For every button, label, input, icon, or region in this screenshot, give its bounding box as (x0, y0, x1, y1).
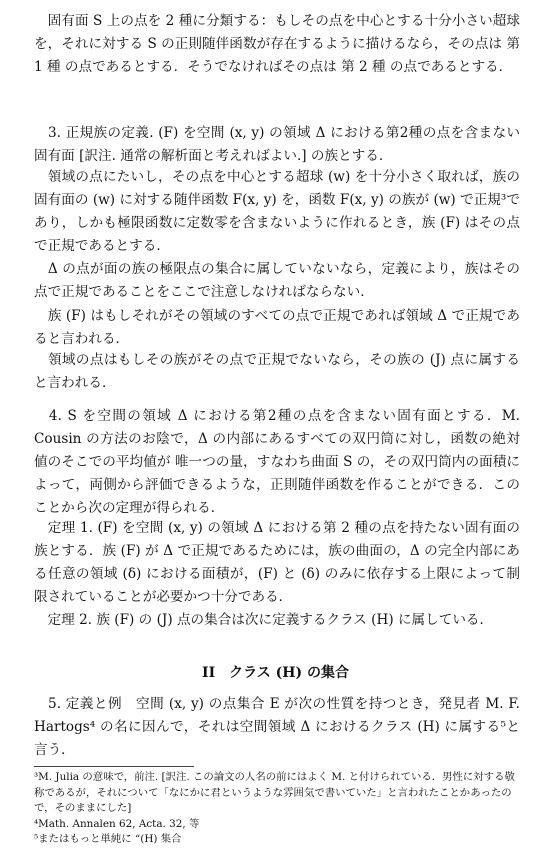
paragraph-definition-and-example: 5. 定義と例 空間 (x, y) の点集合 E が次の性質を持つとき，発見者 M. F. Hartogs⁴ の名に因んで，それは空間領域 Δ におけるクラス (H) に属する⁵と言う． (34, 696, 520, 758)
footnote-rule (34, 766, 194, 767)
footnote-5: ⁵またはもっと単純に “(H) 集合 (34, 833, 182, 845)
paragraph-cousin-method: 4. S を空間の領域 Δ における第2種の点を含まない固有面とする．M. Cousin の方法のお陰で，Δ の内部にあるすべての双円筒に対し，函数の絶対値のそこでの平均値が 唯一つの量，すなわち曲面 S の，その双円筒内の面積によって，両側から評価できるような，正則随伴函数を作ることができる．このことから次の定理が得られる． (34, 408, 520, 516)
paragraph-j-point-definition: 領域の点はもしその族がその点で正規でないなら，その族の (J) 点に属すると言われる． (34, 352, 520, 391)
paragraph-point-classification: 固有面 S 上の点を 2 種に分類する：もしその点を中心とする十分小さい超球を，それに対する S の正則随伴函数が存在するように描けるなら，その点は 第 1 種 の点であるとする．そうでなければその点は 第 2 種 の点であるとする． (34, 13, 520, 75)
theorem-1: 定理 1. (F) を空間 (x, y) の領域 Δ における第 2 種の点を持たない固有面の族とする．族 (F) が Δ で正規であるためには，族の曲面の，Δ の完全内部にある任意の領域 (δ) における面積が，(F) と (δ) のみに依存する上限によって制限されていることが必要かつ十分である． (34, 520, 520, 605)
paragraph-normality-at-point: 領域の点にたいし，その点を中心とする超球 (w) を十分小さく取れば，族の固有面の (w) に対する随伴函数 F(x, y) を，函数 F(x, y) の族が (w) で正規³であり，しかも極限函数に定数零を含まないように作れるとき，族 (F) はその点で正規であるとする． (34, 169, 520, 254)
footnote-3: ³M. Julia の意味で，前注. [訳注. この論文の人名の前にはよく M. と付けられている．男性に対する敬称であるが，それについて「なにかに君というような雰囲気で書いていた」と言われたことかあったので，そのままにした] (34, 771, 515, 814)
paragraph-normal-family-definition: 3. 正規族の定義. (F) を空間 (x, y) の領域 Δ における第2種の点を含まない固有面 [訳注. 通常の解析面と考えればよい.] の族とする． (34, 125, 520, 164)
footnote-4: ⁴Math. Annalen 62, Acta. 32, 等 (34, 818, 200, 830)
paragraph-normal-in-domain: 族 (F) はもしそれがその領域のすべての点で正規であれば領域 Δ で正規であると言われる． (34, 308, 520, 347)
paragraph-remark-limit-points: Δ の点が面の族の極限点の集合に属していないなら，定義により，族はその点で正規であることをここで注意しなければならない． (34, 261, 520, 300)
theorem-2: 定理 2. 族 (F) の (J) 点の集合は次に定義するクラス (H) に属している． (34, 612, 494, 628)
section-heading: II クラス (H) の集合 (202, 665, 349, 681)
